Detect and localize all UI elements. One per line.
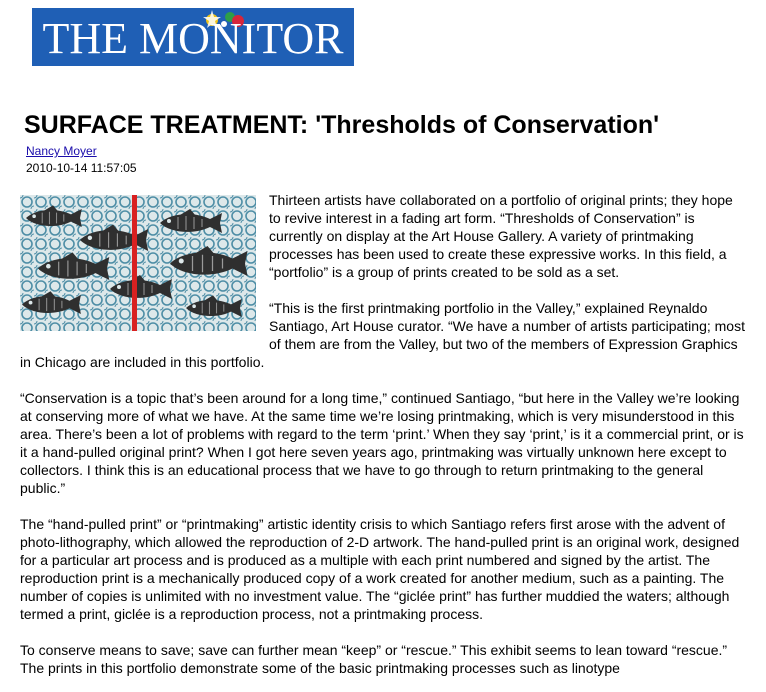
article-image <box>20 195 256 331</box>
byline <box>26 143 97 159</box>
article-headline: SURFACE TREATMENT: 'Thresholds of Conservation' <box>24 111 660 139</box>
article-paragraph: Thirteen artists have collaborated on a portfolio of original prints; they hope to revive interest in a fading art form. “Thresholds of Conservation” is currently on display at the Art House Gallery. A variety of printmaking processes has been used to create these expressive works. In this field, a “portfolio” is a group of prints created to be sold as a set. <box>269 192 733 280</box>
site-logo[interactable] <box>32 8 354 66</box>
fish-print-icon <box>20 195 256 331</box>
article-paragraph: The “hand-pulled print” or “printmaking” artistic identity crisis to which Santiago refers first arose with the advent of photo-lithography, which allowed the reproduction of 2-D artwork. The hand-pulled print is an original work, designed for a particular art process and is produced as a multiple with each print numbered and signed by the artist. The reproduction print is a mechanically produced copy of a work created for another medium, such as a painting. The number of copies is unlimited with no investment value. The “giclée print” has further muddied the waters; although termed a print, giclée is a reproduction process, not a printmaking process. <box>20 516 740 622</box>
article-body <box>20 191 746 692</box>
article-paragraph: “This is the first printmaking portfolio in the Valley,” explained Reynaldo Santiago, Art House curator. “We have a number of artists participating; most of them are from the Valley, but two of the members of Expression Graphics in Chicago are included in this portfolio. <box>20 300 745 370</box>
logo-text: THE MONITOR <box>42 14 344 63</box>
author-link[interactable]: Nancy Moyer <box>26 144 97 158</box>
article-paragraph: “Conservation is a topic that’s been around for a long time,” continued Santiago, “but here in the Valley we’re looking at conserving more of what we have. At the same time we’re losing printmaking, which is very misunderstood in this area. There’s been a lot of problems with regard to the term ‘print.’ When they say ‘print,’ is it a commercial print, or is it a hand-pulled original print? When I got here seven years ago, printmaking was virtually unknown here except to collectors. I think this is an educational process that we have to go through to return printmaking to the general public.” <box>20 390 744 496</box>
article-paragraph: To conserve means to save; save can further mean “keep” or “rescue.” This exhibit seems to lean toward “rescue.” The prints in this portfolio demonstrate some of the basic printmaking processes such as linotype <box>20 642 728 676</box>
publish-timestamp: 2010-10-14 11:57:05 <box>26 161 137 175</box>
